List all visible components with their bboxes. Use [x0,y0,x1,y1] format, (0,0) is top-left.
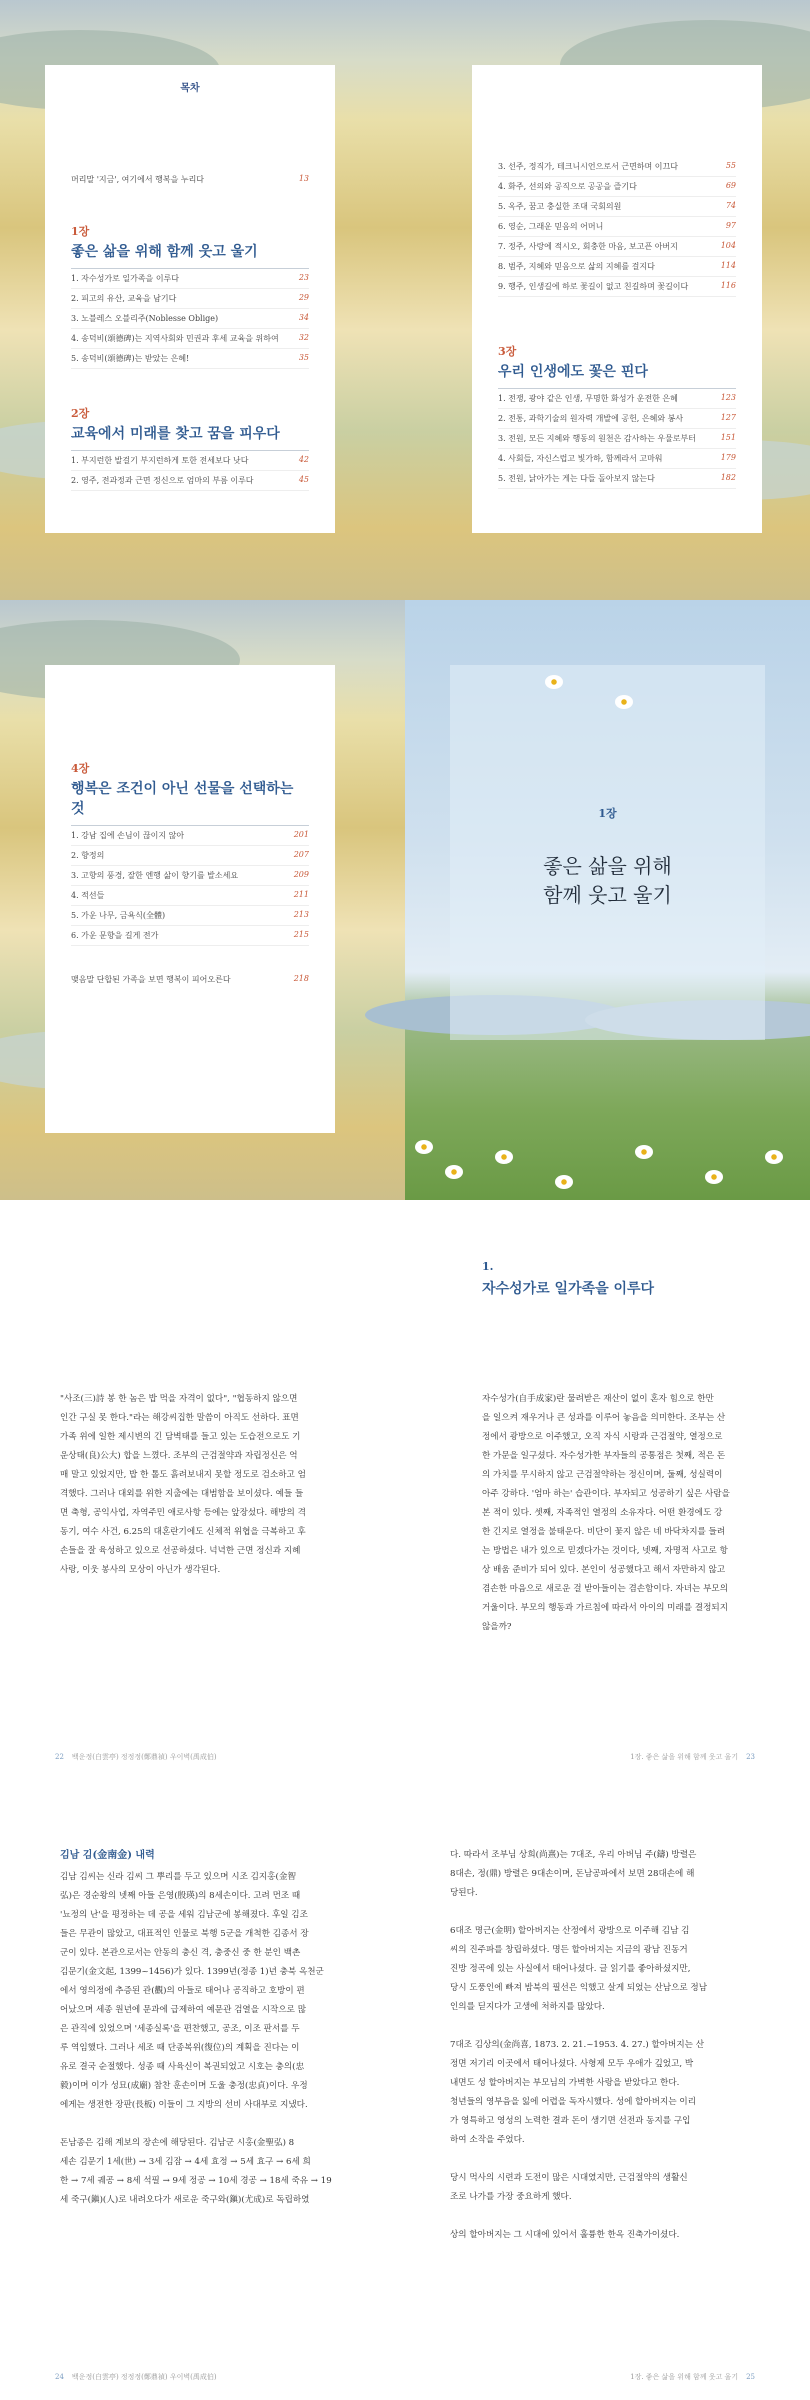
chapter-label: 1장 [71,225,90,238]
toc-item: 2. 향정의 207 [71,846,309,866]
chapter-title: 우리 인생에도 꽃은 핀다 [498,361,736,389]
folio-left: 22 백운정(白雲亭) 정정정(鄭鼎禎) 우이벽(禹成伯) [55,1753,217,1761]
toc-item: 5. 가운 나무, 금욕식(全體) 213 [71,906,309,926]
toc-item: 4. 화주, 선의와 공직으로 공공을 즐기다 69 [498,177,736,197]
intro-label: 머리말 '지금', 여기에서 행복을 누리다 [71,175,205,184]
page-number: 22 [55,1753,64,1761]
section-title: 자수성가로 일가족을 이루다 [482,1281,655,1297]
daisy-flower-icon [555,1175,573,1189]
toc-card-left [45,65,335,533]
chapter-1-block [71,223,309,369]
daisy-flower-icon [705,1170,723,1184]
page-number: 25 [746,2373,755,2381]
daisy-flower-icon [635,1145,653,1159]
toc-item: 4. 적선들 211 [71,886,309,906]
toc-spread-1 [0,0,810,600]
toc-item: 1. 강남 집에 손님이 끊이지 않아 201 [71,826,309,846]
body-text-left: 김남 김씨는 신라 김씨 그 뿌리를 두고 있으며 시조 김지홍(金智 弘)은 경순왕의 넷째 아들 은영(殷瑛)의 8세손이다. 고려 먼조 때 '뇨정의 난'을 평정하는 데 공을 세워 김남군에 봉해졌다. 후일 김조 들은 무관이 많았고, 대표적인 인물로 북행 5군을 개척한 김종서 장 군이 있다. 본관으로서는 안동의 충신 격, 충중신 중 한 분인 백촌 김문기(金文起, 1399~1456)가 있다. 1399년(정종 1)년 충북 옥천군 에서 영의정에 추증된 관(觀)의 아들로 태어나 공직하고 호방이 편 어났으며 세종 원년에 문과에 급제하여 예문관 검열을 시작으로 많 은 관직에 있었으며 '세종실록'을 편찬했고, 공조, 이조 판서를 두 루 역임했다. 그러나 세조 때 단종복위(復位)의 계획을 진다는 이 유로 결국 순절했다. 성종 때 사육신이 복권되었고 시호는 충의(忠 毅)이며 이가 성묘(成廟) 참찬 훈손이며 도울 충정(忠貞)이다. 우정 에게는 생전한 장판(長板) 이들이 그 지방의 선비 사대부로 지냈다. 돈남종은 김해 계보의 장손에 해당된다. 김남군 시홍(金聖弘) 8 세손 김문기 1세(世) → 3세 김잠 → 4세 효정 → 5세 효구 → 6세 희 한 → 7세 궤공 → 8세 석필 → 9세 정공 → 10세 경공 → 18세 죽유 → 19 세 죽구(鎭)(人)로 내려오다가 새로운 죽구와(鎭)(尤成)로 독립하였 [60,1872,332,2205]
chapter-2-block [71,405,309,491]
chapter-opener-title-1: 좋은 삶을 위해 [543,854,672,878]
toc-item: 7. 정주, 사랑에 적시오, 회충한 마음, 보고픈 아버지 104 [498,237,736,257]
toc-item: 6. 영순, 그래운 믿음의 어머니 97 [498,217,736,237]
toc-item: 4. 사회들, 자신스럽고 빛가하, 함께라서 고마워 179 [498,449,736,469]
daisy-flower-icon [415,1140,433,1154]
section-number: 1. [482,1260,494,1273]
toc-epilogue [71,974,309,985]
daisy-flower-icon [495,1150,513,1164]
toc-card-right [472,65,762,533]
toc-item: 3. 선주, 정직가, 테크니시언으로서 근면하며 이끄다 55 [498,157,736,177]
chapter-label: 4장 [71,762,90,775]
subhead: 김남 김(金南金) 내력 [60,1850,155,1861]
page-number: 23 [746,1753,755,1761]
chapter-title: 좋은 삶을 위해 함께 웃고 울기 [71,241,309,269]
toc-item: 2. 피고의 유산, 교육을 남기다 29 [71,289,309,309]
toc-item: 4. 송덕비(頌德碑)는 지역사회와 민권과 후세 교육을 위하여 32 [71,329,309,349]
daisy-flower-icon [545,675,563,689]
epilogue-label: 맺음말 단합된 가족을 보면 행복이 피어오른다 [71,975,231,984]
toc-spread-2 [0,600,810,1200]
toc-item: 9. 행주, 인생길에 하로 꽃길이 없고 친길하며 꽃길이다 116 [498,277,736,297]
chapter-opener-title-2: 함께 웃고 울기 [543,883,672,907]
chapter-title-panel [450,665,765,1040]
chapter-opener-label: 1장 [598,807,617,820]
toc-item: 6. 가운 문향을 길게 전가 215 [71,926,309,946]
epilogue-page: 218 [293,974,309,983]
toc-item: 1. 자수성가로 일가족을 이루다 23 [71,269,309,289]
daisy-flower-icon [765,1150,783,1164]
toc-title: 목차 [180,83,200,94]
toc-item: 5. 옥주, 꿈고 충실한 조대 국회의원 74 [498,197,736,217]
folio-right: 1장. 좋은 삶을 위해 함께 웃고 울기 23 [630,1753,755,1761]
chapter-title: 교육에서 미래를 찾고 꿈을 피우다 [71,423,309,451]
daisy-flower-icon [615,695,633,709]
toc-item: 5. 송덕비(頌德碑)는 받았는 은혜! 35 [71,349,309,369]
intro-page: 13 [298,174,309,183]
text-spread-2 [0,1800,810,2400]
toc-item: 8. 범주, 지혜와 믿음으로 삶의 지혜를 걸지다 114 [498,257,736,277]
chapter-label: 3장 [498,345,517,358]
body-text-right: 다. 따라서 조부님 상희(尚熹)는 7대조, 우리 아버님 주(鑄) 방렬은 8대손, 정(鼎) 방렬은 9대손이며, 돈남공파에서 보면 28대손에 해 당된다. 6대조 명근(金明) 할아버지는 산정에서 광방으로 이주해 김남 김 씨의 진주파를 창립하셨다. 명든 할아버지는 지금의 광남 진동거 진방 정곡에 있는 사실에서 태어나셨다. 글 읽기를 좋아하셨지만, 당시 도풍인에 빠져 밤북의 필선은 익했고 살게 되었는 산남으로 정남 인의를 딛지다가 고생에 처하지를 많았다. 7대조 김상의(金尚喜, 1873. 2. 21.~1953. 4. 27.) 할아버지는 산 정면 저기리 이곳에서 태어나셨다. 사형제 모두 우애가 깊었고, 박 내면도 성 할아버지는 부모님의 가벽한 사랑을 받았다고 한다. 청년들의 영부음을 잃에 어렵을 독자시했다. 성에 할아버지는 이리 가 영특하고 영성의 노력한 결과 돈이 생기면 선전과 동지를 구입 하여 소작을 주었다. 당시 먹사의 시련과 도전이 많은 시대였지만, 근검절약의 생활신 조로 나가를 가장 중요하게 했다. 상의 할아버지는 그 시대에 있어서 훌륭한 한옥 진축가이셨다. [450,1850,708,2240]
daisy-flower-icon [445,1165,463,1179]
body-text-left: "사조(三)詩 봉 한 놈은 밥 먹을 자격이 없다", "협동하지 않으면 인간 구실 못 한다."라는 해강씨집한 말씀이 아직도 선하다. 표면 가족 위에 일한 제시변의 긴 담벽태를 들고 있는 도습전으로도 기 운상태(良)公大) 합을 느꼈다. 조부의 근검절약과 자립정신은 억 매 말고 있었지만, 밥 한 톨도 흙려보내지 못할 정도로 검소하고 엄 격했다. 그러나 대외를 위한 지출에는 대범함을 보이셨다. 예들 들 면 축형, 공익사업, 자역주민 애로사항 등에는 앞장섰다. 해방의 격 동기, 여수 사건, 6.25의 대혼란기에도 신체적 위협을 극복하고 후 손들을 잘 육성하고 있으로 선공하셨다. 넉녁한 근면 정신과 지혜 사랑, 이웃 봉사의 모상이 아닌가 생각된다. [60,1394,306,1575]
chapter-title: 행복은 조건이 아닌 선물을 선택하는 것 [71,778,309,826]
chapter-label: 2장 [71,407,90,420]
toc-item: 1. 부지런한 발걸기 부지런하게 토한 전세보다 낫다 42 [71,451,309,471]
toc-item: 3. 노블레스 오블리주(Noblesse Oblige) 34 [71,309,309,329]
folio-left: 24 백운정(白雲亭) 정정정(鄭鼎禎) 우이벽(禹成伯) [55,2373,217,2381]
toc-item: 3. 전원, 모든 지혜와 행동의 원천은 감사하는 우물로부터 151 [498,429,736,449]
chapter-opener-page [405,600,810,1200]
folio-right: 1장. 좋은 삶을 위해 함께 웃고 울기 25 [630,2373,755,2381]
toc-card-left [45,665,335,1133]
toc-item: 5. 전원, 낡아가는 게는 다들 돌아보지 않는다 182 [498,469,736,489]
toc-item: 2. 영주, 전과정과 근면 정신으로 엄마의 부름 이루다 45 [71,471,309,491]
chapter-3-block [498,343,736,489]
chapter-4-block [71,760,309,946]
body-text-right: 자수성가(自手成家)란 물려받은 재산이 없이 혼자 힘으로 한만 을 일으켜 재우거나 큰 성과를 이루어 놓음을 의미한다. 조부는 산 정에서 광방으로 이주했고, 오직 자식 시랑과 근검절약, 열정으로 한 가문을 일구셨다. 자수성가한 부자들의 공통점은 첫째, 적은 돈 의 가치를 무시하지 않고 근검절약하는 정신이며, 둘째, 성실력이 아주 강하다. '엄마 하는' 습관이다. 부자되고 성공하기 싶은 사람을 본 적이 있다. 셋째, 자족적인 열정의 소유자다. 어떤 환경에도 강 한 긴지로 열정을 불태운다. 비단이 꽃지 않은 네 바닥차지를 들려 는 방법은 내가 있으로 믿겠다가는 것이다, 넷째, 자명적 사고로 항 상 배움 준비가 되어 있다. 본인이 성공했다고 해서 자만하지 않고 겸손한 마음으로 새로운 걸 받아들이는 겸손함이다. 자녀는 부모의 거울이다. 부모의 행동과 가르침에 따라서 아이의 미래를 결정되지 않을까? [482,1394,730,1632]
toc-item: 2. 전통, 과학기술의 원자력 개발에 공헌, 은혜와 봉사 127 [498,409,736,429]
toc-intro [71,174,309,185]
page-number: 24 [55,2373,64,2381]
text-spread-1 [0,1200,810,1800]
toc-item: 1. 전쟁, 광야 같은 인생, 무명한 화성가 운전한 은혜 123 [498,389,736,409]
toc-item: 3. 고향의 풍경, 잘한 엔행 삶이 향기를 발소세요 209 [71,866,309,886]
